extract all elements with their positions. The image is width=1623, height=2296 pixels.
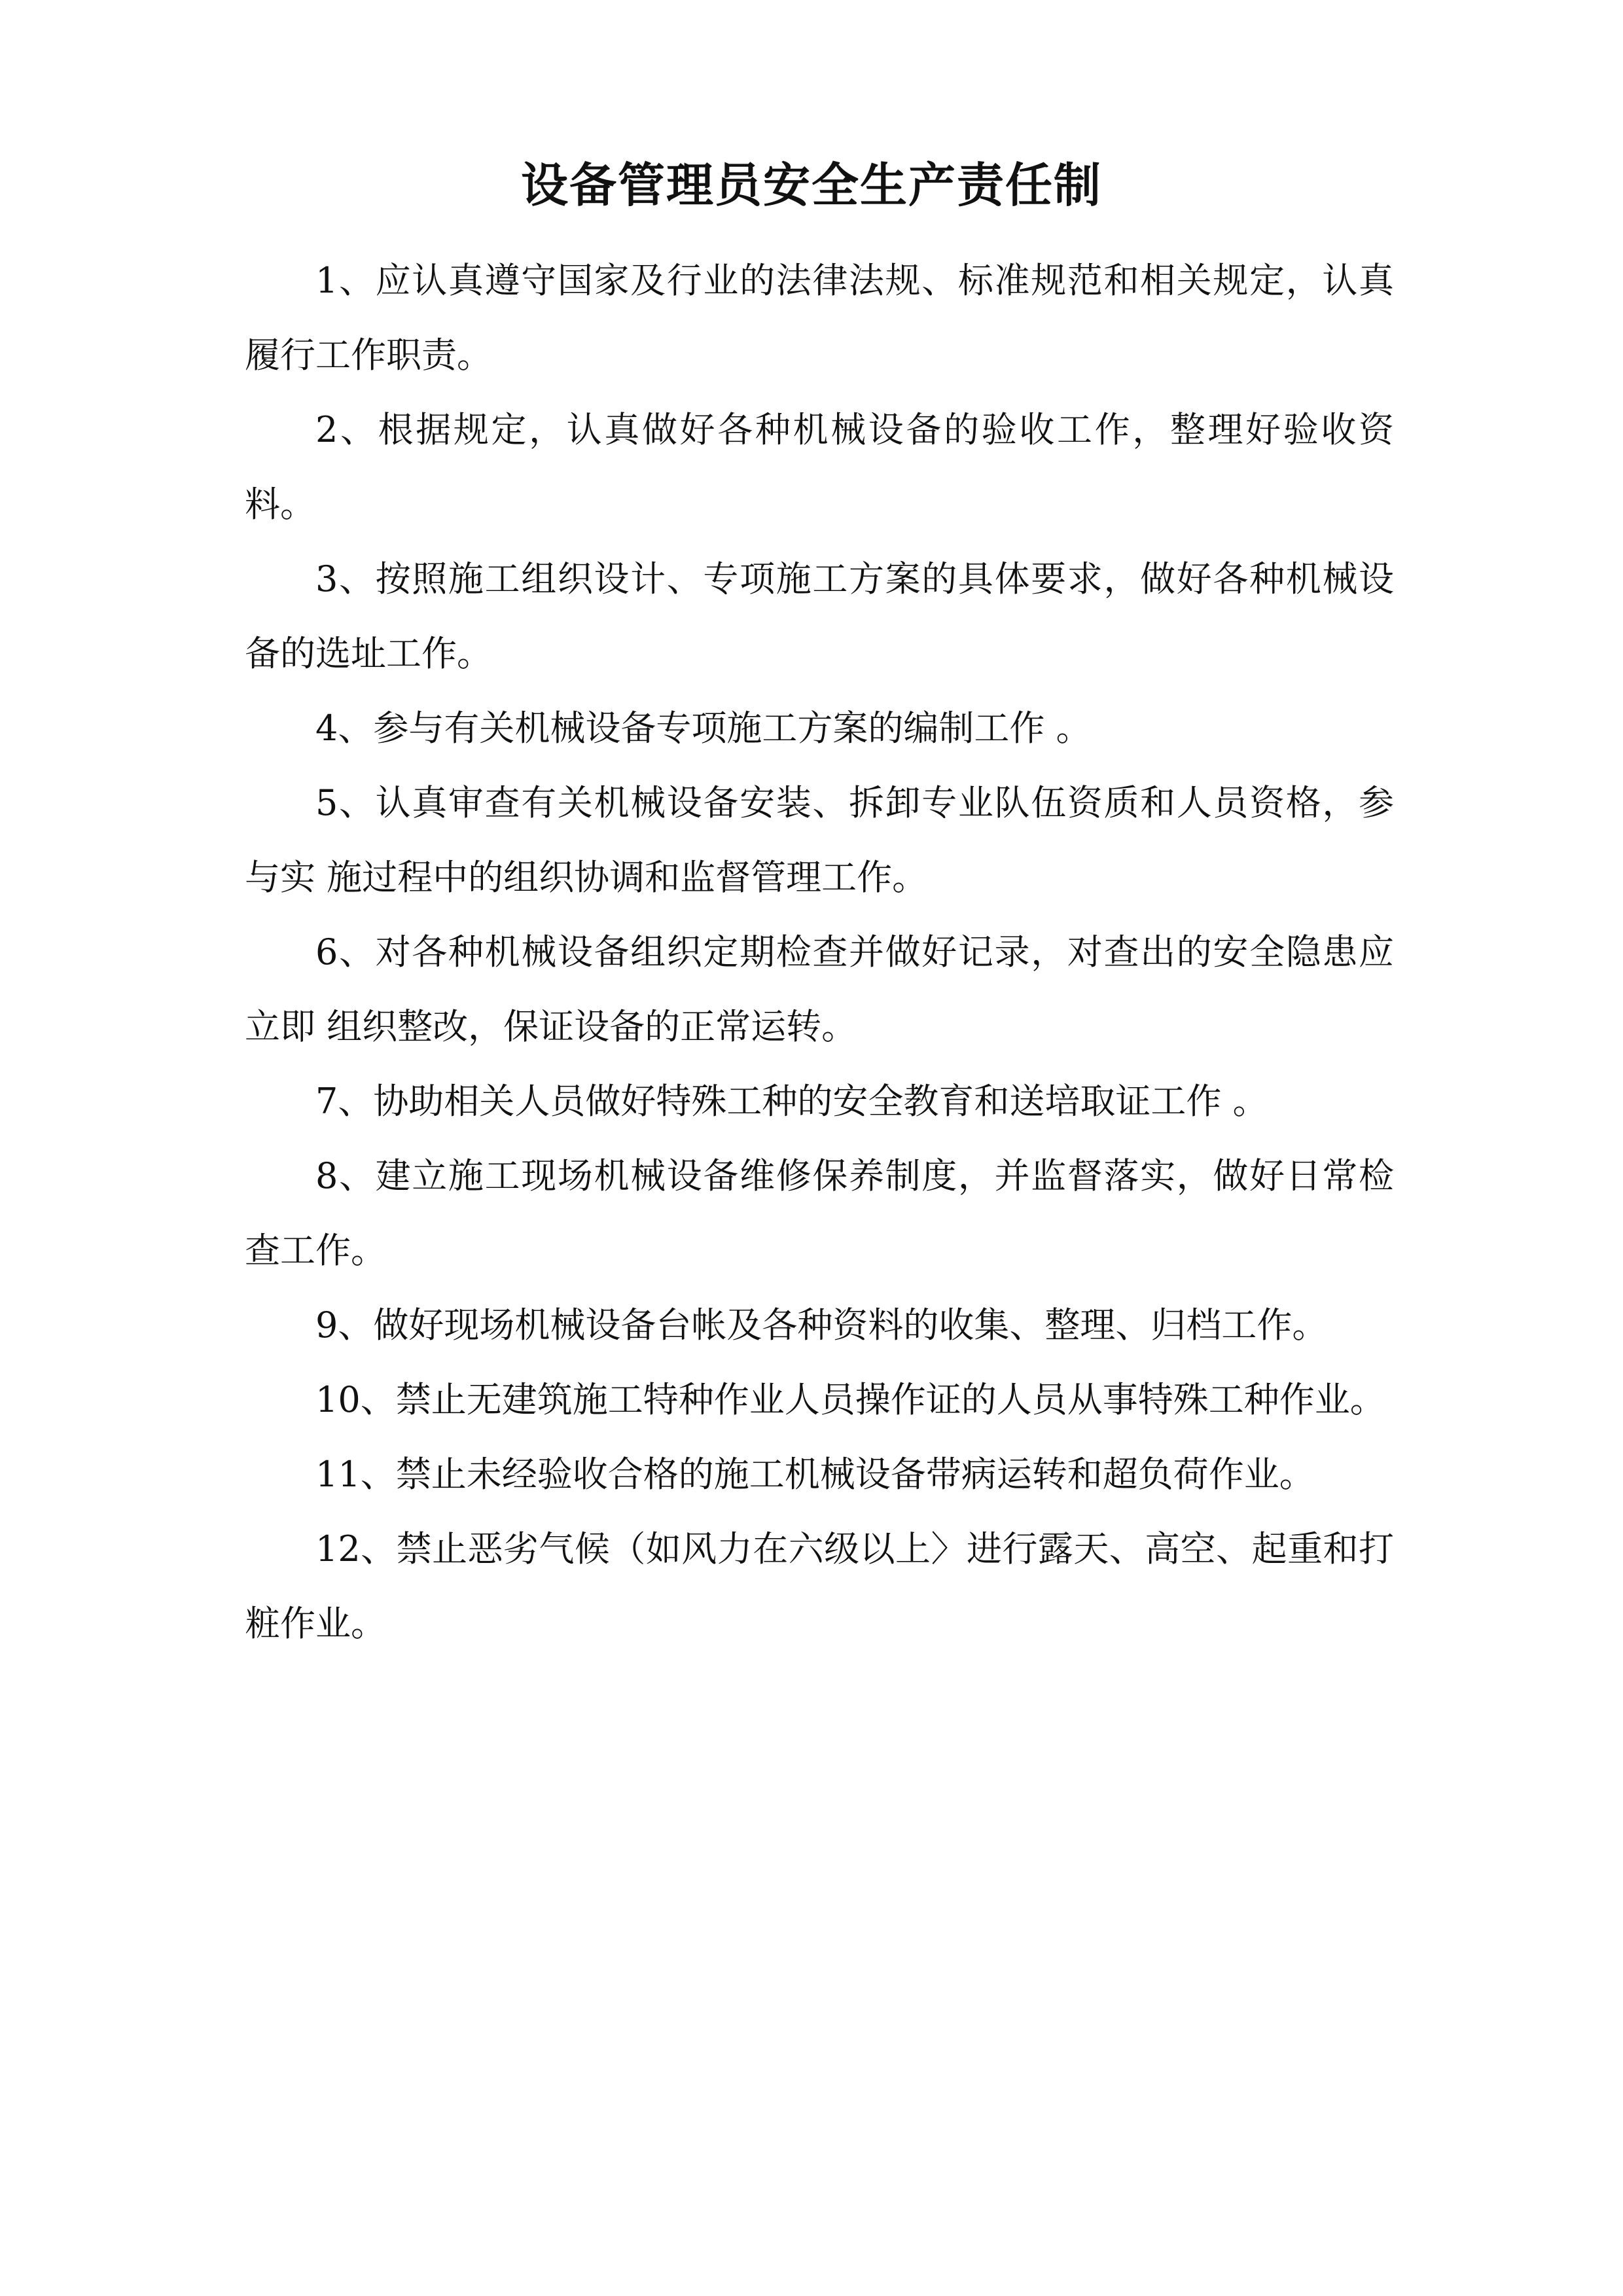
paragraph-5: 5、认真审查有关机械设备安装、拆卸专业队伍资质和人员资格，参与实 施过程中的组织协调和监督管理工作。 (245, 782, 1394, 898)
paragraph-1: 1、应认真遵守国家及行业的法律法规、标准规范和相关规定，认真履行工作职责。 (245, 260, 1394, 376)
paragraph-12: 12、禁止恶劣气候（如风力在六级以上〉进行露天、高空、起重和打粧作业。 (245, 1528, 1394, 1644)
paragraph-11: 11、禁止未经验收合格的施工机械设备带病运转和超负荷作业。 (315, 1454, 1315, 1495)
paragraph-3: 3、按照施工组织设计、专项施工方案的具体要求，做好各种机械设备的选址工作。 (245, 558, 1394, 674)
paragraph-6: 6、对各种机械设备组织定期检查并做好记录，对查出的安全隐患应立即 组织整改，保证设备的正常运转。 (245, 931, 1394, 1047)
document-body (245, 243, 1394, 1661)
paragraph-10: 10、禁止无建筑施工特种作业人员操作证的人员从事特殊工种作业。 (315, 1379, 1385, 1420)
paragraph-8: 8、建立施工现场机械设备维修保养制度，并监督落实，做好日常检查工作。 (245, 1155, 1394, 1271)
paragraph-9: 9、做好现场机械设备台帐及各种资料的收集、整理、归档工作。 (315, 1304, 1328, 1346)
paragraph-4: 4、参与有关机械设备专项施工方案的编制工作 。 (315, 708, 1092, 749)
paragraph-2: 2、根据规定，认真做好各种机械设备的验收工作，整理好验收资料。 (245, 409, 1394, 525)
document-title: 设备管理员安全生产责任制 (520, 157, 1102, 213)
paragraph-7: 7、协助相关人员做好特殊工种的安全教育和送培取证工作 。 (315, 1081, 1268, 1122)
